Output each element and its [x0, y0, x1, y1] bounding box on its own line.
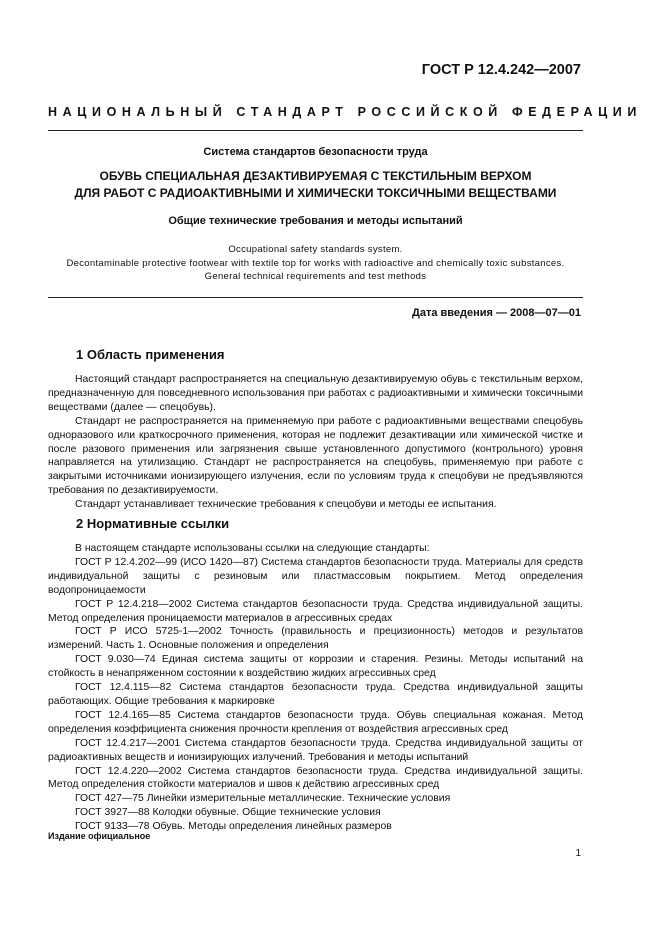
reference-item: ГОСТ 9133—78 Обувь. Методы определения линейных размеров — [75, 821, 392, 833]
document-subtitle: Общие технические требования и методы испытаний — [168, 215, 463, 227]
english-title-line: Occupational safety standards system. — [228, 244, 403, 255]
edition-label: Издание официальное — [48, 831, 151, 841]
reference-item: ГОСТ Р 12.4.218—2002 Система стандартов безопасности труда. Средства индивидуальной защиты. Метод определения проницаемости материалов в агрессивных средах — [48, 598, 583, 624]
english-title — [48, 243, 583, 284]
section-2-body — [48, 542, 583, 834]
reference-item: ГОСТ 12.4.115—82 Система стандартов безопасности труда. Средства индивидуальной защиты работающих. Общие требования к маркировке — [48, 682, 583, 707]
english-title-line: General technical requirements and test methods — [204, 271, 427, 282]
title-divider — [48, 297, 583, 298]
document-title — [48, 168, 583, 202]
reference-item: ГОСТ Р ИСО 5725-1—2002 Точность (правильность и прецизионность) методов и результатов измерений. Часть 1. Основные положения и определения — [48, 626, 583, 652]
reference-item: ГОСТ 3927—88 Колодки обувные. Общие технические условия — [75, 807, 381, 819]
title-line: ДЛЯ РАБОТ С РАДИОАКТИВНЫМИ И ХИМИЧЕСКИ ТОКСИЧНЫМИ ВЕЩЕСТВАМИ — [74, 186, 557, 200]
paragraph: Стандарт не распространяется на применяемую при работе с радиоактивными веществами спецобувь одноразового или краткосрочного применения, которая не подлежит дезактивации или химической чистке и после разового применения или загрязнения свыше установленного допустимого (контрольного) уровня направляется на утилизацию. Стандарт не распространяется на спецобувь, применяемую при работе с закрытыми источниками ионизирующего излучения, если по условиям труда к спецобуви не предъявляются требования по дезактивируемости. — [48, 415, 583, 497]
english-title-line: Decontaminable protective footwear with textile top for works with radioactive and chemically toxic substances. — [66, 257, 565, 269]
paragraph: В настоящем стандарте использованы ссылки на следующие стандарты: — [75, 543, 430, 554]
reference-item: ГОСТ 12.4.165—85 Система стандартов безопасности труда. Обувь специальная кожаная. Метод определения коэффициента снижения прочности крепления от воздействия агрессивных сред — [48, 709, 583, 735]
page-number: 1 — [575, 848, 581, 859]
title-line: ОБУВЬ СПЕЦИАЛЬНАЯ ДЕЗАКТИВИРУЕМАЯ С ТЕКСТИЛЬНЫМ ВЕРХОМ — [99, 169, 532, 183]
section-1-body — [48, 373, 583, 512]
paragraph: Стандарт устанавливает технические требования к спецобуви и методы ее испытания. — [75, 499, 497, 511]
national-standard-banner: НАЦИОНАЛЬНЫЙ СТАНДАРТ РОССИЙСКОЙ ФЕДЕРАЦИИ — [48, 105, 642, 119]
document-code: ГОСТ Р 12.4.242—2007 — [421, 62, 581, 78]
reference-item: ГОСТ 427—75 Линейки измерительные металлические. Технические условия — [75, 793, 451, 805]
paragraph: Настоящий стандарт распространяется на специальную дезактивируемую обувь с текстильным верхом, предназначенную для повседневного использования при работах с радиоактивными и химически токсичными веществами (далее — спецобувь). — [48, 374, 583, 413]
header-divider — [48, 130, 583, 131]
section-heading: 2 Нормативные ссылки — [76, 516, 230, 531]
reference-item: ГОСТ 12.4.217—2001 Система стандартов безопасности труда. Средства индивидуальной защиты от радиоактивных веществ и ионизирующих излучений. Требования и методы испытаний — [48, 737, 583, 763]
section-heading: 1 Область применения — [76, 347, 225, 362]
reference-item: ГОСТ 9.030—74 Единая система защиты от коррозии и старения. Резины. Методы испытаний на стойкость в ненапряженном состоянии к воздействию жидких агрессивных сред — [48, 654, 583, 680]
introduction-date: Дата введения — 2008—07—01 — [412, 307, 581, 319]
reference-item: ГОСТ 12.4.220—2002 Система стандартов безопасности труда. Средства индивидуальной защиты. Метод определения стойкости материалов и швов к действию агрессивных сред — [48, 765, 583, 791]
system-line: Система стандартов безопасности труда — [203, 146, 428, 158]
reference-item: ГОСТ Р 12.4.202—99 (ИСО 1420—87) Система стандартов безопасности труда. Материалы для средств индивидуальной защиты с резиновым или пластмассовым покрытием. Метод определения водопроницаемости — [48, 556, 583, 596]
